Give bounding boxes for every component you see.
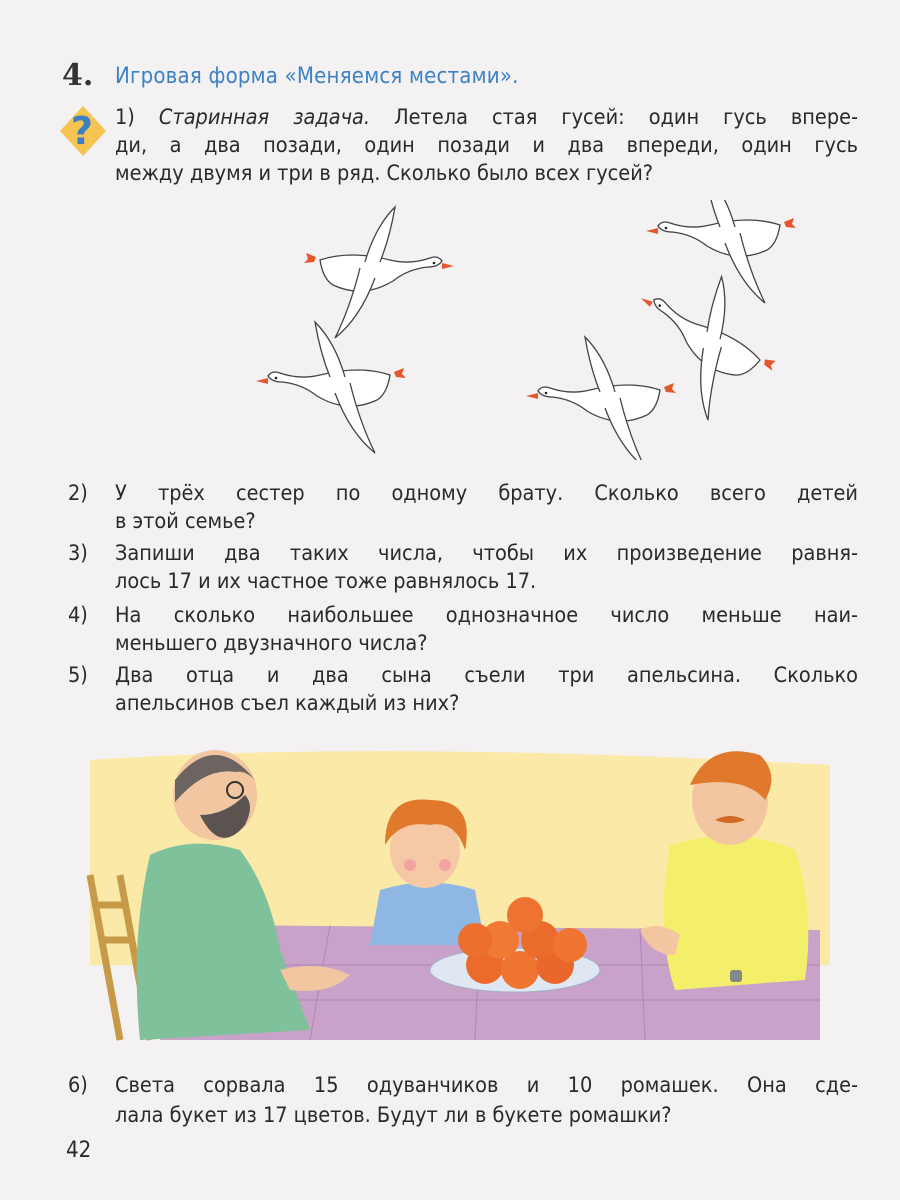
item-1-label: Старинная задача. <box>158 105 371 130</box>
item-3-line-1: Запиши два таких числа, чтобы их произведение равня- <box>115 541 858 566</box>
exercise-number: 4. <box>62 58 94 93</box>
item-5-line-2: апельсинов съел каждый из них? <box>115 691 460 716</box>
family-eating-oranges-illustration <box>80 735 840 1045</box>
item-3-number: 3) <box>68 541 88 566</box>
exercise-title: Игровая форма «Меняемся местами». <box>115 64 519 89</box>
geese-illustration <box>120 200 800 460</box>
item-2-line-1: У трёх сестер по одному брату. Сколько всего детей <box>115 481 858 506</box>
item-5-number: 5) <box>68 663 88 688</box>
goose <box>304 207 454 338</box>
item-6-number: 6) <box>68 1073 88 1098</box>
item-6-line-2: лала букет из 17 цветов. Будут ли в букете ромашки? <box>115 1103 672 1128</box>
item-6-line-1: Света сорвала 15 одуванчиков и 10 ромашек. Она сде- <box>115 1073 858 1098</box>
item-4-line-2: меньшего двузначного числа? <box>115 631 428 656</box>
item-2-number: 2) <box>68 481 88 506</box>
page-number: 42 <box>66 1138 92 1163</box>
goose <box>256 322 406 453</box>
item-4-line-1: На сколько наибольшее однозначное число меньше наи- <box>115 603 858 628</box>
item-1-line-1 <box>115 104 858 132</box>
item-1-text: Летела стая гусей: один гусь впере- <box>394 105 858 130</box>
goose <box>526 337 676 460</box>
item-1-number: 1) <box>115 105 135 130</box>
item-1-line-2: ди, а два позади, один позади и два впереди, один гусь <box>115 133 858 158</box>
question-mark-icon <box>58 104 108 158</box>
item-2-line-2: в этой семье? <box>115 509 256 534</box>
item-4-number: 4) <box>68 603 88 628</box>
svg-text:?: ? <box>70 109 94 153</box>
item-1-line-3: между двумя и три в ряд. Сколько было всех гусей? <box>115 161 654 186</box>
item-5-line-1: Два отца и два сына съели три апельсина. Сколько <box>115 663 858 688</box>
item-3-line-2: лось 17 и их частное тоже равнялось 17. <box>115 569 537 594</box>
